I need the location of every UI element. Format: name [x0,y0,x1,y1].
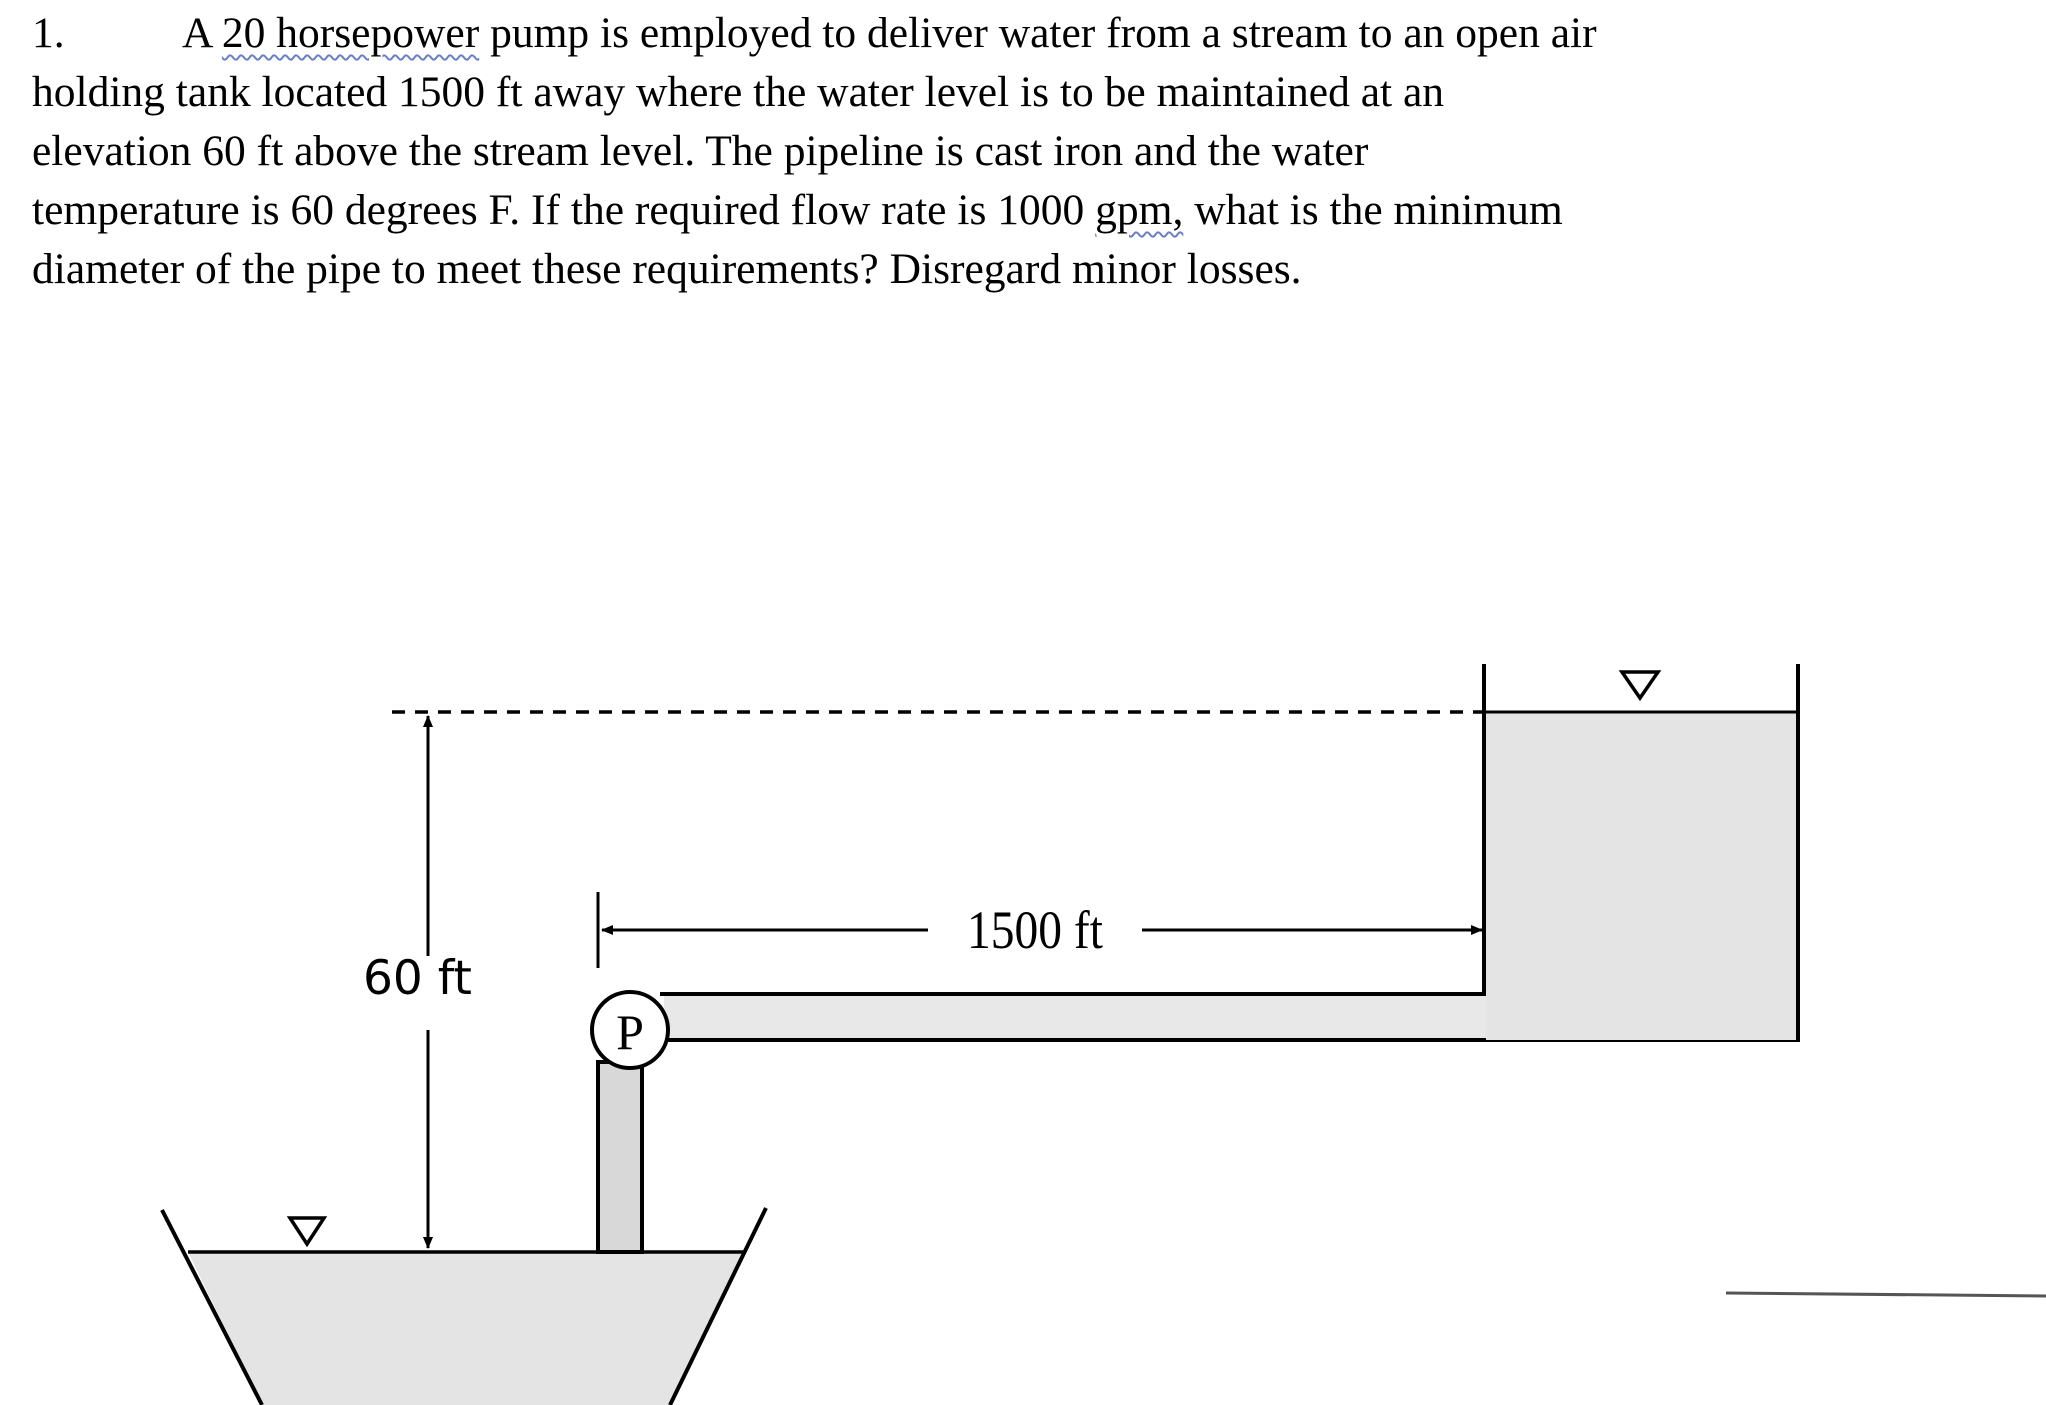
spellcheck-underlined-text: 20 horsepower [221,9,480,57]
water-level-triangle-icon [1622,672,1658,698]
length-label: 1500 ft [967,901,1103,961]
water-level-triangle-icon [290,1218,324,1244]
elevation-label: 60 ft [363,951,472,1006]
problem-line-1-pre: A [182,9,222,57]
tank-water [1486,712,1798,1040]
problem-number: 1. [32,9,65,57]
pump-label: P [616,1004,644,1060]
problem-line-4-post: what is the minimum [1183,186,1563,234]
problem-line-1-post: pump is employed to deliver water from a stream to an open air [479,9,1597,57]
stream-water [188,1252,746,1405]
problem-line-4-pre: temperature is 60 degrees F. If the required flow rate is 1000 [32,186,1096,234]
stray-line [1726,1293,2046,1296]
problem-line-3: elevation 60 ft above the stream level. The pipeline is cast iron and the water [32,127,1369,175]
problem-line-5: diameter of the pipe to meet these requirements? Disregard minor losses. [32,245,1302,293]
spellcheck-underlined-unit: gpm, [1095,186,1184,234]
problem-line-2: holding tank located 1500 ft away where the water level is to be maintained at an [32,68,1445,116]
suction-pipe [598,1062,642,1252]
pump-circle-icon [592,992,668,1068]
